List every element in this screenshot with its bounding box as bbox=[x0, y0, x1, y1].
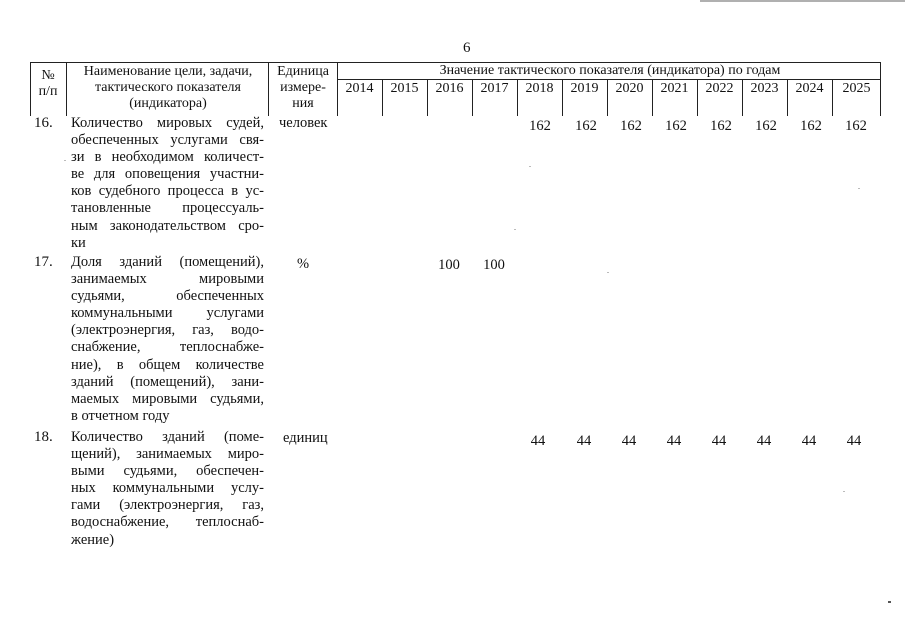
row-17-2016: 100 bbox=[438, 257, 460, 273]
top-rule bbox=[700, 0, 905, 2]
row-18-2019: 44 bbox=[576, 433, 592, 449]
row-16-2020: 162 bbox=[620, 118, 642, 134]
row-18-name: Количество зданий (поме- щений), занимаемых миро- выми судьями, обеспечен- ных коммунальными услу- гами (электроэнергия, газ, водоснабжение, теплоснаб- жение) bbox=[71, 429, 264, 548]
scan-speck bbox=[529, 166, 531, 167]
year-2021: 2021 bbox=[660, 81, 689, 96]
row-16-2024: 162 bbox=[800, 118, 822, 134]
header-value-title: Значение тактического показателя (индикатора) по годам bbox=[439, 63, 781, 78]
header-unit: Единица измере- ния bbox=[277, 64, 329, 111]
row-17-number: 17. bbox=[34, 254, 53, 270]
table-header bbox=[30, 62, 881, 116]
row-16-name: Количество мировых судей, обеспеченных услугами свя- зи в необходимом количест- ве для оповещения участни- ков судебного процесса в ус- тановленные процессуаль- ным законодательством сро- ки bbox=[71, 115, 264, 251]
year-2016: 2016 bbox=[435, 81, 464, 96]
row-16-2019: 162 bbox=[575, 118, 597, 134]
row-16-2018: 162 bbox=[529, 118, 551, 134]
row-18-2018: 44 bbox=[530, 433, 546, 449]
year-2014: 2014 bbox=[345, 81, 374, 96]
row-17-2017: 100 bbox=[483, 257, 505, 273]
year-2018: 2018 bbox=[525, 81, 554, 96]
row-18-2021: 44 bbox=[666, 433, 682, 449]
header-name: Наименование цели, задачи, тактического показателя (индикатора) bbox=[83, 64, 253, 111]
header-no: № п/п bbox=[38, 68, 58, 99]
row-18-2022: 44 bbox=[711, 433, 727, 449]
scan-speck bbox=[858, 188, 860, 189]
row-16-2023: 162 bbox=[755, 118, 777, 134]
row-18-2020: 44 bbox=[621, 433, 637, 449]
page-number: 6 bbox=[463, 40, 471, 56]
row-16-2021: 162 bbox=[665, 118, 687, 134]
row-18-unit: единиц bbox=[283, 430, 328, 446]
year-2019: 2019 bbox=[570, 81, 599, 96]
scan-speck bbox=[514, 229, 516, 230]
row-18-2024: 44 bbox=[801, 433, 817, 449]
year-2015: 2015 bbox=[390, 81, 419, 96]
year-2017: 2017 bbox=[480, 81, 509, 96]
year-2023: 2023 bbox=[750, 81, 779, 96]
row-16-unit: человек bbox=[279, 115, 328, 131]
row-17-unit: % bbox=[297, 256, 310, 272]
row-16-2022: 162 bbox=[710, 118, 732, 134]
row-18-2025: 44 bbox=[846, 433, 862, 449]
year-2022: 2022 bbox=[705, 81, 734, 96]
row-16-2025: 162 bbox=[845, 118, 867, 134]
row-18-number: 18. bbox=[34, 429, 53, 445]
row-16-number: 16. bbox=[34, 115, 53, 131]
scan-speck bbox=[607, 272, 609, 273]
row-18-2023: 44 bbox=[756, 433, 772, 449]
year-2025: 2025 bbox=[842, 81, 871, 96]
row-17-name: Доля зданий (помещений), занимаемых мировыми судьями, обеспеченных коммунальными услугами (электроэнергия, газ, водо- снабжение, теплоснабже- ние), в общем количестве зданий (помещений), зани- маемых мировыми судьями, в отчетном году bbox=[71, 254, 264, 424]
year-2020: 2020 bbox=[615, 81, 644, 96]
year-2024: 2024 bbox=[795, 81, 824, 96]
scan-speck bbox=[843, 491, 845, 492]
scan-speck bbox=[888, 601, 891, 603]
scan-speck bbox=[64, 160, 66, 161]
